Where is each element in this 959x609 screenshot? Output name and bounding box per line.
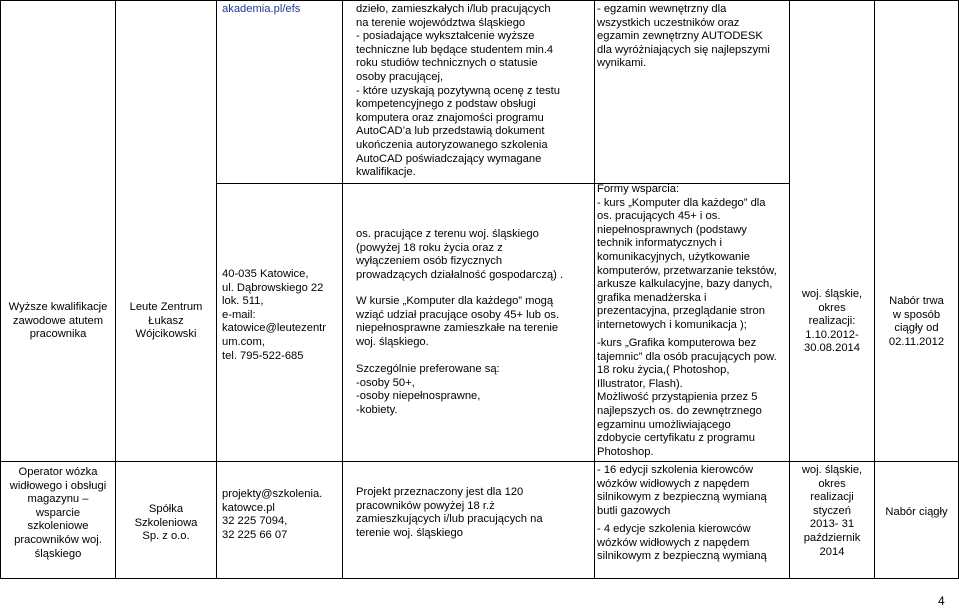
col-border-3 — [342, 0, 343, 579]
text-line: W kursie „Komputer dla każdego” mogą — [356, 295, 554, 307]
text-line: - egzamin wewnętrzny dla — [597, 3, 727, 15]
text-line: - które uzyskają pozytywną ocenę z testu — [356, 84, 560, 97]
text-line: akademia.pl/efs — [222, 3, 301, 15]
text-line: październik — [803, 531, 861, 544]
contact-website-fragment[interactable] — [222, 3, 300, 17]
text-line: zawodowe atutem — [12, 314, 104, 327]
text-line: tel. 795-522-685 — [222, 349, 304, 362]
text-line: Szkoleniowa — [134, 516, 198, 529]
text-line: e-mail: — [222, 308, 256, 321]
text-line: wsparcie — [35, 506, 81, 519]
text-line: komunikacyjnych, użytkowanie — [597, 250, 750, 263]
text-line: dla wyróżniających się najlepszymi — [597, 43, 770, 56]
support-forms-graphics — [597, 337, 777, 459]
text-line: okres — [818, 477, 846, 490]
text-line: zdobycie certyfikatu z programu — [597, 432, 755, 445]
text-line: AutoCAD poświadczający wymagane — [356, 152, 542, 165]
text-line: 1.10.2012- — [805, 328, 859, 341]
text-line: -osoby 50+, — [356, 376, 415, 389]
project-title-1 — [2, 301, 114, 342]
text-line: Photoshop. — [597, 445, 654, 458]
col-border-2 — [216, 0, 217, 579]
text-line: 18 roku życia,( Photoshop, — [597, 364, 730, 377]
text-line: Illustrator, Flash). — [597, 377, 683, 390]
text-line: projekty@szkolenia. — [222, 488, 323, 500]
eligibility-autocad — [356, 3, 560, 180]
text-line: roku studiów technicznych o statusie — [356, 57, 538, 70]
text-line: lok. 511, — [222, 295, 264, 308]
support-exams — [597, 3, 770, 71]
text-line: komputerów, przetwarzanie tekstów, — [597, 264, 777, 277]
text-line: osoby pracującej, — [356, 70, 444, 83]
organizer-name-1 — [117, 301, 215, 342]
contact-details-1 — [222, 268, 326, 363]
text-line: - posiadające wykształcenie wyższe — [356, 30, 535, 43]
text-line: -osoby niepełnosprawne, — [356, 390, 481, 403]
text-line: 30.08.2014 — [804, 342, 860, 355]
text-line: widłowego i obsługi — [9, 479, 107, 492]
text-line: arkusze kalkulacyjne, bazy danych, — [597, 278, 773, 291]
eligibility-45plus — [356, 295, 559, 349]
text-line: pracownika — [29, 328, 87, 341]
text-line: komputera oraz znajomości programu — [356, 111, 544, 124]
text-line: os. pracujących 45+ i os. — [597, 210, 721, 223]
text-line: Spółka — [148, 503, 184, 515]
support-forms-computer — [597, 183, 777, 333]
text-line: - 4 edycje szkolenia kierowców — [597, 523, 751, 535]
text-line: na terenie województwa śląskiego — [356, 16, 526, 29]
text-line: Łukasz — [148, 314, 184, 327]
text-line: ukończenia autoryzowanego szkolenia — [356, 138, 548, 151]
text-line: Sp. z o.o. — [142, 530, 190, 543]
row-border-c3-c5 — [216, 183, 594, 184]
contact-details-2 — [222, 488, 322, 542]
text-line: butli gazowych — [597, 504, 671, 517]
col-border-4 — [594, 0, 595, 579]
text-line: Operator wózka — [18, 466, 98, 478]
text-line: Możliwość przystąpienia przez 5 — [597, 391, 758, 404]
text-line: wynikami. — [597, 57, 647, 70]
text-line: realizacji — [810, 491, 854, 504]
eligibility-preferred — [356, 363, 500, 417]
text-line: silnikowym z bezpieczną wymianą — [597, 550, 767, 563]
text-line: ul. Dąbrowskiego 22 — [222, 281, 324, 294]
col-border-6 — [874, 0, 875, 579]
text-line: 2014 — [819, 545, 845, 558]
text-line: 2013- 31 — [809, 518, 855, 531]
text-line: AutoCAD’a lub przedstawią dokument — [356, 125, 545, 138]
text-line: pracowników powyżej 18 r.ż — [356, 499, 495, 512]
text-line: Wyższe kwalifikacje — [8, 301, 108, 313]
text-line: najlepszych os. do zewnętrznego — [597, 404, 762, 417]
text-line: -kurs „Grafika komputerowa bez — [597, 337, 757, 349]
text-line: w sposób — [892, 308, 941, 321]
text-line: prowadzących działalność gospodarczą) . — [356, 268, 564, 281]
text-line: tajemnic” dla osób pracujących pow. — [597, 350, 777, 363]
text-line: pracowników woj. — [14, 533, 102, 546]
text-line: wziąć udział pracujące osoby 45+ lub os. — [356, 308, 560, 321]
text-line: wszystkich uczestników oraz — [597, 16, 740, 29]
text-line: ciągły od — [894, 322, 939, 335]
text-line: 32 225 66 07 — [222, 528, 288, 541]
text-line: - 16 edycji szkolenia kierowców — [597, 464, 754, 476]
text-line: dzieło, zamieszkałych i/lub pracujących — [356, 3, 551, 15]
text-line: (powyżej 18 roku życia oraz z — [356, 241, 503, 254]
text-line: katowice@leutezentr — [222, 322, 327, 335]
text-line: Wójcikowski — [135, 328, 197, 341]
recruitment-2 — [875, 506, 958, 520]
text-line: Nabór trwa — [889, 295, 944, 307]
text-line: niepełnosprawne zamieszkałe na terenie — [356, 322, 559, 335]
text-line: grafika menadżerska i — [597, 291, 707, 304]
text-line: szkoleniowe — [27, 520, 89, 533]
text-line: woj. śląskiego. — [356, 335, 429, 348]
text-line: wózków widłowych z napędem — [597, 536, 750, 549]
text-line: 32 225 7094, — [222, 515, 288, 528]
text-line: os. pracujące z terenu woj. śląskiego — [356, 228, 539, 240]
text-line: Formy wsparcia: — [597, 183, 680, 195]
text-line: zamieszkujących i/lub pracujących na — [356, 513, 543, 526]
text-line: kwalifikacje. — [356, 166, 416, 179]
text-line: terenie woj. śląskiego — [356, 526, 463, 539]
text-line: 40-035 Katowice, — [222, 268, 309, 280]
text-line: śląskiego — [34, 547, 82, 560]
text-line: -kobiety. — [356, 403, 398, 416]
organizer-name-2 — [117, 503, 215, 544]
row-border-bottom — [0, 578, 959, 579]
text-line: magazynu – — [27, 493, 89, 506]
text-line: - kurs „Komputer dla każdego” dla — [597, 196, 766, 209]
text-line: realizacji: — [808, 315, 856, 328]
text-line: prezentacyjna, przeglądanie stron — [597, 305, 765, 318]
text-line: 02.11.2012 — [888, 335, 945, 348]
text-line: egzamin zewnętrzny AUTODESK — [597, 30, 763, 43]
text-line: Leute Zentrum — [129, 301, 203, 313]
text-line: technik informatycznych i — [597, 237, 722, 250]
eligibility-forklift — [356, 486, 543, 540]
row-border-top — [0, 0, 959, 1]
col-border-1 — [115, 0, 116, 579]
region-period-2 — [790, 464, 874, 559]
text-line: styczeń — [813, 504, 851, 517]
row-border-1 — [0, 461, 959, 462]
text-line: okres — [818, 301, 846, 314]
eligibility-employed — [356, 228, 563, 282]
support-forklift-16 — [597, 464, 767, 518]
text-line: woj. śląskie, — [801, 464, 863, 476]
text-line: katowce.pl — [222, 501, 275, 514]
text-line: Szczególnie preferowane są: — [356, 363, 500, 375]
text-line: wózków widłowych z napędem — [597, 477, 750, 490]
page-number: 4 — [938, 594, 945, 608]
text-line: kompetencyjnego z podstaw obsługi — [356, 98, 536, 111]
project-title-2 — [2, 466, 114, 561]
text-line: Nabór ciągły — [885, 506, 948, 518]
text-line: silnikowym z bezpieczną wymianą — [597, 491, 767, 504]
text-line: internetowych i komunikacja ); — [597, 318, 747, 331]
text-line: Projekt przeznaczony jest dla 120 — [356, 486, 524, 498]
support-forklift-4 — [597, 523, 767, 564]
text-line: niepełnosprawnych (podstawy — [597, 223, 747, 236]
recruitment-1 — [875, 295, 958, 349]
text-line: wyłączeniem osób fizycznych — [356, 255, 503, 268]
text-line: woj. śląskie, — [801, 288, 863, 300]
text-line: egzaminu umożliwiającego — [597, 418, 731, 431]
region-period-1 — [790, 288, 874, 356]
text-line: techniczne lub będące studentem min.4 — [356, 43, 554, 56]
text-line: um.com, — [222, 335, 265, 348]
col-border-0 — [0, 0, 1, 579]
